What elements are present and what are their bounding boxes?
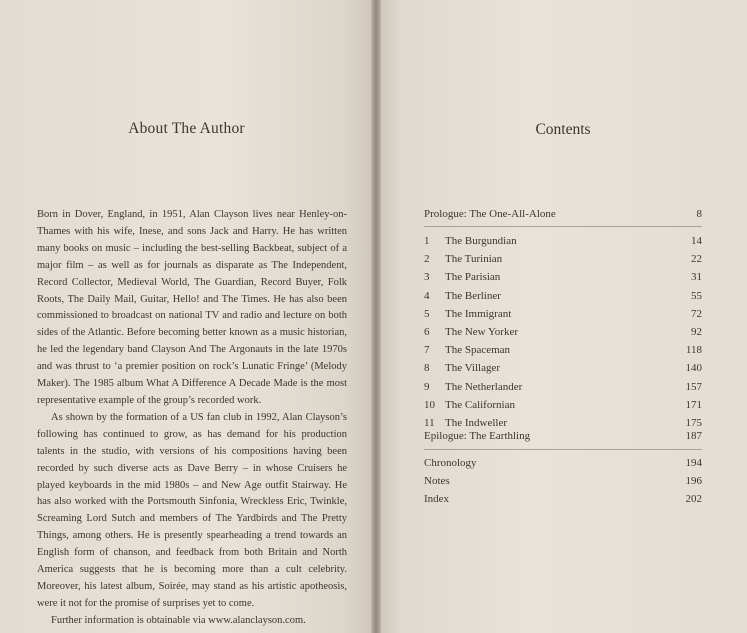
toc-chapter <box>424 326 702 342</box>
toc-chapter <box>424 308 702 324</box>
chapter-number: 1 <box>424 235 430 247</box>
entry-page-number: 118 <box>685 344 702 357</box>
chapter-number: 3 <box>424 271 430 284</box>
toc-chapter <box>424 290 702 306</box>
entry-title: Epilogue: The Earthling <box>424 430 531 442</box>
entry-page-number: 157 <box>685 380 702 393</box>
toc-chapter <box>424 235 702 251</box>
table-of-contents <box>424 0 702 633</box>
entry-title: The Turinian <box>445 253 503 266</box>
toc-prologue <box>424 208 702 224</box>
entry-title: The Indweller <box>445 417 507 429</box>
bio-paragraph-1: Born in Dover, England, in 1951, Alan Clayson lives near Henley-on-Thames with his wife, Inese, and sons Jack and Harry. He has written many books on music – including the best-selling Backbeat, subject of a major film – as well as for journals as disparate as The Independent, Record Collector, Medieval World, The Guardian, Record Buyer, Folk Roots, The Daily Mail, Guitar, Hello! and The Times. He has also been commissioned to broadcast on national TV and radio and lecture on both sides of the Atlantic. Before becoming better known as a music historian, he led the legendary band Clayson And The Argonauts in the late 1970s and was thrust to ‘a premier position on rock’s Lunatic Fringe’ (Melody Maker). The 1985 album What A Difference A Decade Made is the most representative example of the group’s recorded work. <box>37 209 347 406</box>
entry-title: The Immigrant <box>445 307 512 320</box>
contents-heading: Contents <box>535 121 591 138</box>
entry-page-number: 194 <box>685 457 702 469</box>
toc-chapter <box>424 271 702 287</box>
entry-page-number: 55 <box>691 289 702 302</box>
chapter-number: 10 <box>424 398 435 411</box>
toc-divider <box>424 449 702 450</box>
entry-page-number: 175 <box>685 417 702 429</box>
chapter-number: 6 <box>424 326 430 338</box>
entry-page-number: 22 <box>691 253 702 266</box>
entry-title: Notes <box>424 475 450 487</box>
toc-back-matter <box>424 493 702 509</box>
entry-page-number: 14 <box>691 235 702 247</box>
toc-chapter <box>424 362 702 378</box>
toc-back-matter <box>424 457 702 473</box>
entry-page-number: 8 <box>696 208 702 220</box>
chapter-number: 11 <box>424 417 435 429</box>
author-biography <box>37 207 347 630</box>
book-gutter <box>371 0 381 633</box>
entry-page-number: 140 <box>685 362 702 375</box>
chapter-number: 8 <box>424 362 430 375</box>
bio-paragraph-2: As shown by the formation of a US fan club in 1992, Alan Clayson’s following has continued to grow, as has demand for his production talents in the studio, with versions of his compositions having been recorded by such diverse acts as Dave Berry – in whose Cruisers he played keyboards in the mid 1980s – and New Age outfit Stairway. He has also worked with the Portsmouth Sinfonia, Wreckless Eric, Twinkle, Screaming Lord Sutch and members of The Yardbirds and The Pretty Things, among others. He is presently spearheading a trend towards an English form of chanson, and feedback from both Britain and North America suggests that he is becoming more than a cult celebrity. Moreover, his latest album, Soirée, may stand as his artistic apotheosis, were it not for the promise of surprises yet to come. <box>37 411 347 609</box>
entry-title: The New Yorker <box>445 326 519 338</box>
toc-chapter <box>424 381 702 397</box>
entry-page-number: 72 <box>691 307 702 320</box>
chapter-number: 7 <box>424 344 430 357</box>
entry-page-number: 31 <box>691 271 702 284</box>
toc-epilogue <box>424 430 702 446</box>
chapter-number: 5 <box>424 307 430 320</box>
entry-title: The Villager <box>445 362 501 375</box>
about-author-heading: About The Author <box>128 120 245 137</box>
toc-chapter <box>424 344 702 360</box>
entry-title: Prologue: The One-All-Alone <box>424 208 556 220</box>
toc-chapter <box>424 253 702 269</box>
entry-title: The Spaceman <box>445 344 511 357</box>
entry-title: The Berliner <box>445 289 501 302</box>
bio-paragraph-3: Further information is obtainable via www.alanclayson.com. <box>51 614 306 626</box>
toc-back-matter <box>424 475 702 491</box>
entry-page-number: 202 <box>685 493 702 505</box>
entry-page-number: 171 <box>685 398 702 411</box>
chapter-number: 2 <box>424 253 430 266</box>
chapter-number: 9 <box>424 380 430 393</box>
entry-page-number: 187 <box>685 430 702 442</box>
entry-title: The Californian <box>445 398 515 411</box>
toc-divider <box>424 226 702 227</box>
entry-title: Chronology <box>424 457 477 469</box>
toc-chapter <box>424 399 702 415</box>
entry-title: The Parisian <box>445 271 501 284</box>
entry-page-number: 196 <box>685 475 702 487</box>
entry-title: The Burgundian <box>445 235 517 247</box>
entry-title: Index <box>424 493 450 505</box>
chapter-number: 4 <box>424 289 430 302</box>
entry-page-number: 92 <box>691 326 702 338</box>
entry-title: The Netherlander <box>445 380 523 393</box>
